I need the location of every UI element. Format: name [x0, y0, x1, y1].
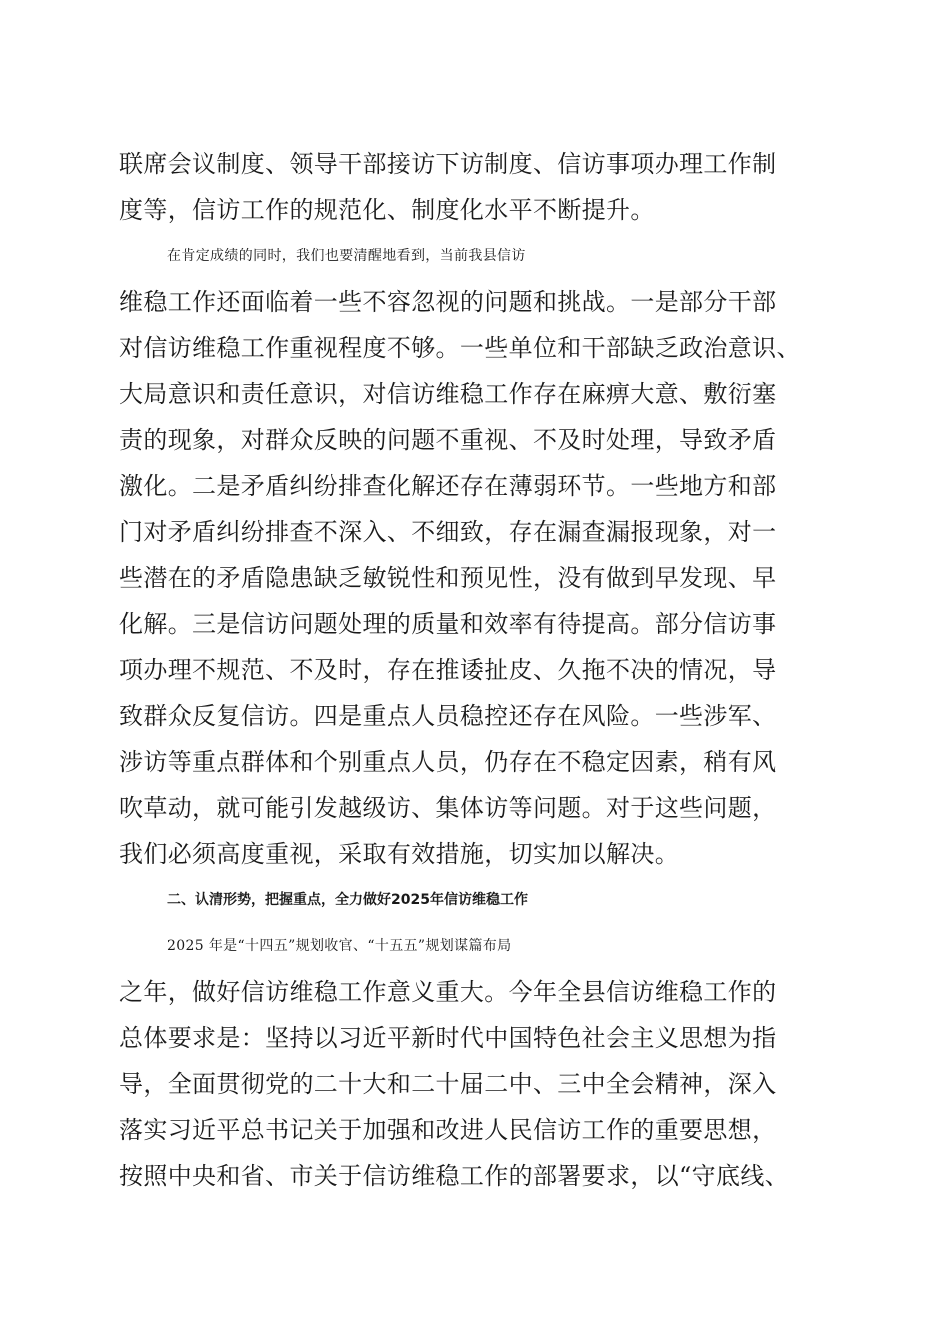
body-text-line: 些潜在的矛盾隐患缺乏敏锐性和预见性，没有做到早发现、早 — [119, 564, 777, 592]
body-text-line: 联席会议制度、领导干部接访下访制度、信访事项办理工作制 — [119, 150, 777, 178]
body-text-line: 项办理不规范、不及时，存在推诿扯皮、久拖不决的情况，导 — [119, 656, 777, 684]
body-text-line: 致群众反复信访。四是重点人员稳控还存在风险。一些涉军、 — [119, 702, 777, 730]
body-text-line: 导，全面贯彻党的二十大和二十届二中、三中全会精神，深入 — [119, 1070, 777, 1098]
body-text-line: 落实习近平总书记关于加强和改进人民信访工作的重要思想， — [119, 1116, 777, 1144]
body-text-line: 门对矛盾纠纷排查不深入、不细致，存在漏查漏报现象，对一 — [119, 518, 777, 546]
body-text-line: 化解。三是信访问题处理的质量和效率有待提高。部分信访事 — [119, 610, 777, 638]
paragraph-first-line: 在肯定成绩的同时，我们也要清醒地看到，当前我县信访 — [167, 248, 526, 264]
body-text-line: 激化。二是矛盾纠纷排查化解还存在薄弱环节。一些地方和部 — [119, 472, 777, 500]
body-text-line: 之年，做好信访维稳工作意义重大。今年全县信访维稳工作的 — [119, 978, 777, 1006]
section-heading: 二、认清形势，把握重点，全力做好2025年信访维稳工作 — [167, 892, 528, 908]
body-text-line: 总体要求是：坚持以习近平新时代中国特色社会主义思想为指 — [119, 1024, 777, 1052]
body-text-line: 吹草动，就可能引发越级访、集体访等问题。对于这些问题， — [119, 794, 777, 822]
paragraph-first-line: 2025 年是“十四五”规划收官、“十五五”规划谋篇布局 — [167, 938, 512, 954]
body-text-line: 度等，信访工作的规范化、制度化水平不断提升。 — [119, 196, 655, 224]
body-text-line: 责的现象，对群众反映的问题不重视、不及时处理，导致矛盾 — [119, 426, 777, 454]
body-text-line: 我们必须高度重视，采取有效措施，切实加以解决。 — [119, 840, 680, 868]
body-text-line: 对信访维稳工作重视程度不够。一些单位和干部缺乏政治意识、 — [119, 334, 801, 362]
body-text-line: 按照中央和省、市关于信访维稳工作的部署要求，以“守底线、 — [119, 1162, 790, 1190]
body-text-line: 维稳工作还面临着一些不容忽视的问题和挑战。一是部分干部 — [119, 288, 777, 316]
body-text-line: 涉访等重点群体和个别重点人员，仍存在不稳定因素，稍有风 — [119, 748, 777, 776]
body-text-line: 大局意识和责任意识，对信访维稳工作存在麻痹大意、敷衍塞 — [119, 380, 777, 408]
